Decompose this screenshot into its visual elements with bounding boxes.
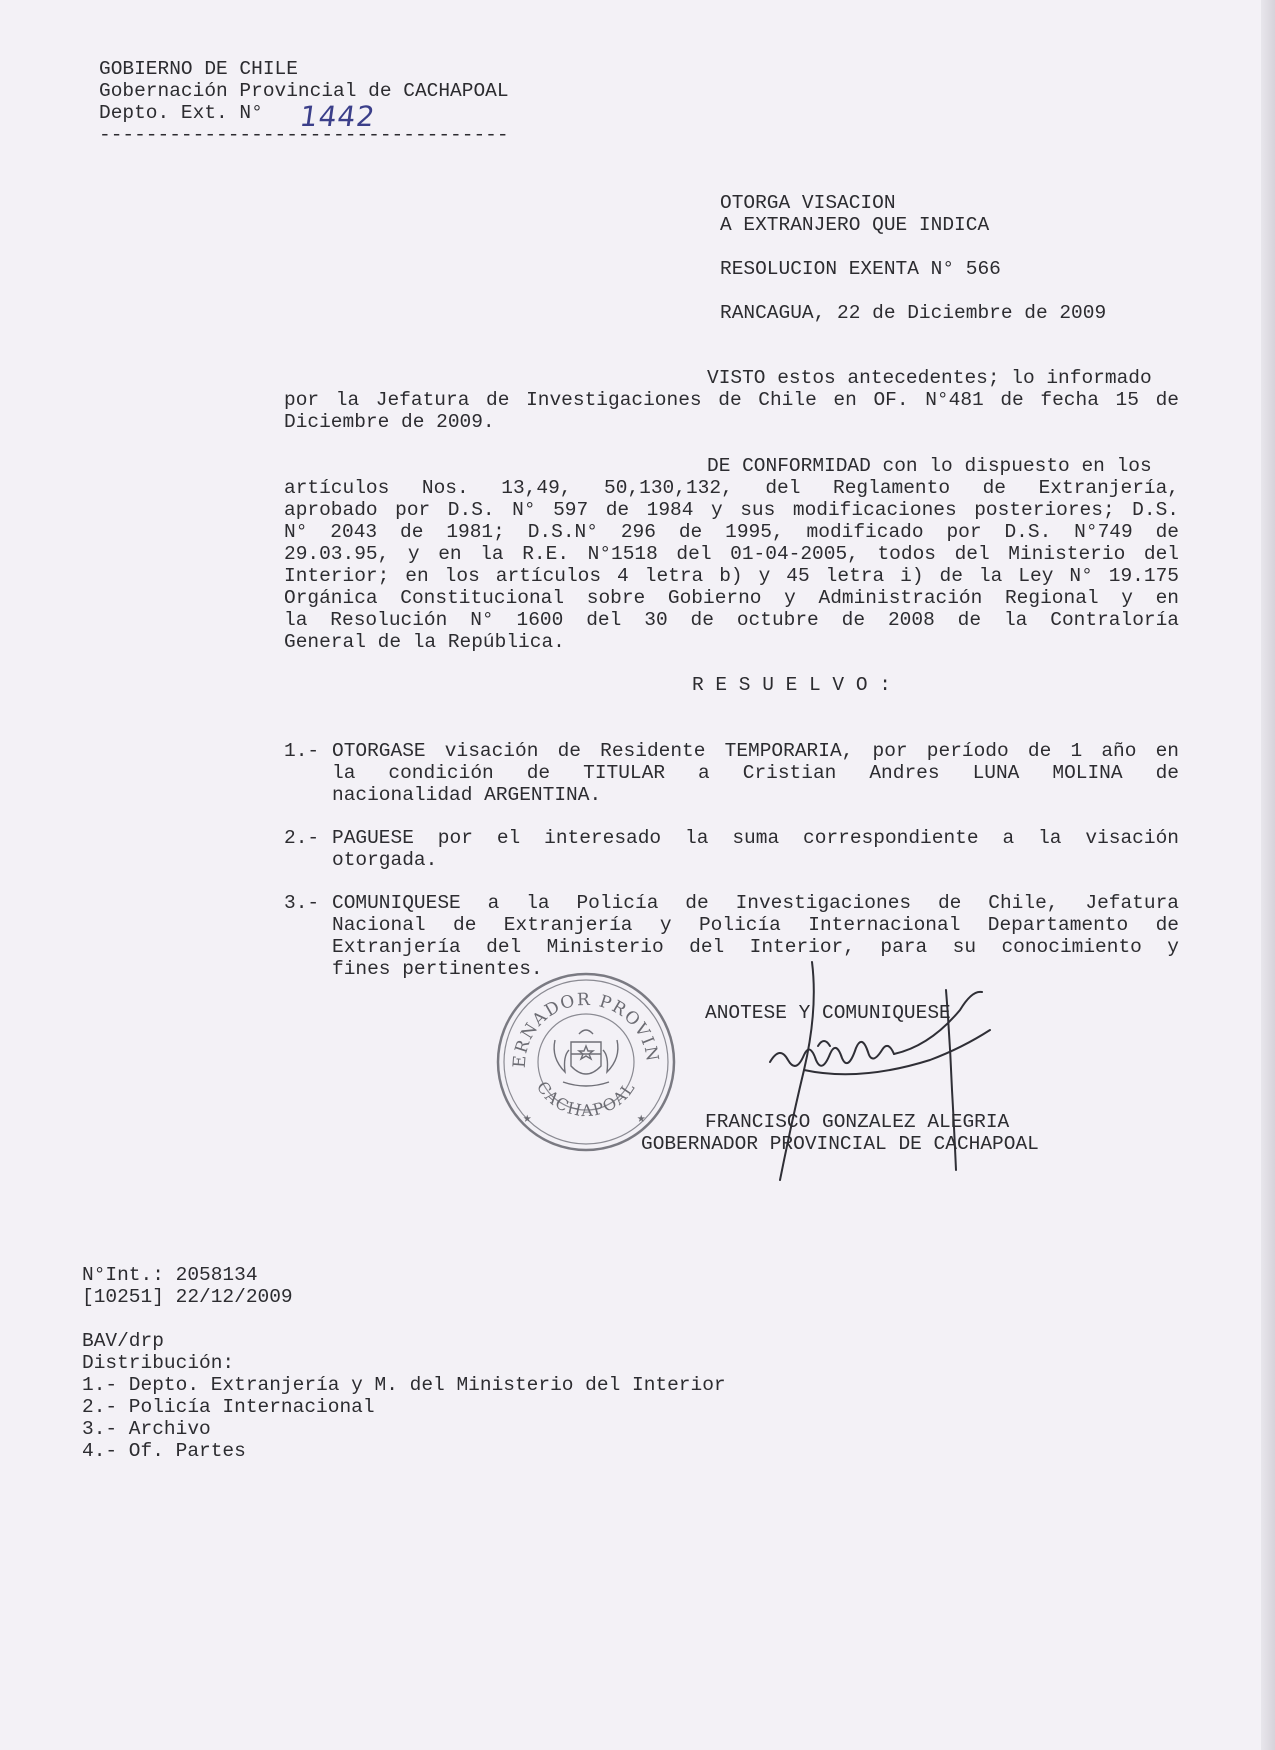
- official-seal: [493, 970, 679, 1154]
- svg-text:★: ★: [637, 1111, 646, 1127]
- conformidad-line-2: artículos Nos. 13,49, 50,130,132, del Reglamento de Extranjería,: [284, 477, 1179, 499]
- conformidad-line-1: DE CONFORMIDAD con lo dispuesto en los: [707, 455, 1152, 477]
- item-1-line-1: OTORGASE visación de Residente TEMPORARIA, por período de 1 año en: [332, 740, 1179, 762]
- header-divider: -----------------------------------: [99, 124, 509, 146]
- header-dept-label: Depto. Ext. N°: [99, 102, 263, 124]
- item-2-line-2: otorgada.: [332, 849, 438, 871]
- conformidad-line-6: Interior; en los artículos 4 letra b) y 45 letra i) de la Ley N° 19.175: [284, 565, 1179, 587]
- conformidad-line-8: la Resolución N° 1600 del 30 de octubre de 2008 de la Contraloría: [284, 609, 1179, 631]
- initials: BAV/drp: [82, 1330, 164, 1352]
- distribution-label: Distribución:: [82, 1352, 235, 1374]
- signer-name: FRANCISCO GONZALEZ ALEGRIA: [705, 1111, 1010, 1133]
- seal-bottom-text: CACHAPOAL: [532, 1077, 640, 1121]
- anotese-line: ANOTESE Y COMUNIQUESE: [705, 1002, 951, 1024]
- conformidad-line-3: aprobado por D.S. N° 597 de 1984 y sus modificaciones posteriores; D.S.: [284, 499, 1179, 521]
- seal-graphic: [493, 970, 679, 1154]
- distribution-item: 4.- Of. Partes: [82, 1440, 246, 1462]
- visto-line-1: VISTO estos antecedentes; lo informado: [707, 367, 1152, 389]
- header-governorate: Gobernación Provincial de CACHAPOAL: [99, 80, 509, 102]
- resuelvo-heading: R E S U E L V O :: [692, 674, 891, 696]
- conformidad-line-9: General de la República.: [284, 631, 565, 653]
- subject-line-2: A EXTRANJERO QUE INDICA: [720, 214, 990, 236]
- visto-line-2: por la Jefatura de Investigaciones de Chile en OF. N°481 de fecha 15 de: [284, 389, 1179, 411]
- signer-title: GOBERNADOR PROVINCIAL DE CACHAPOAL: [641, 1133, 1039, 1155]
- code-date: [10251] 22/12/2009: [82, 1286, 293, 1308]
- distribution-item: 1.- Depto. Extranjería y M. del Ministerio del Interior: [82, 1374, 726, 1396]
- item-3-line-3: Extranjería del Ministerio del Interior, para su conocimiento y: [332, 936, 1179, 958]
- internal-number: N°Int.: 2058134: [82, 1264, 258, 1286]
- svg-text:★: ★: [523, 1111, 532, 1127]
- page-edge-shadow: [1261, 0, 1275, 1750]
- item-3-line-1: COMUNIQUESE a la Policía de Investigaciones de Chile, Jefatura: [332, 892, 1179, 914]
- item-3-line-4: fines pertinentes.: [332, 958, 543, 980]
- conformidad-line-5: 29.03.95, y en la R.E. N°1518 del 01-04-2005, todos del Ministerio del: [284, 543, 1179, 565]
- visto-line-3: Diciembre de 2009.: [284, 411, 495, 433]
- coat-of-arms-icon: [554, 1030, 618, 1086]
- header-government: GOBIERNO DE CHILE: [99, 58, 298, 80]
- seal-top-text: ERNADOR PROVIN: [509, 989, 663, 1069]
- item-1-number: 1.-: [284, 740, 320, 762]
- place-date: RANCAGUA, 22 de Diciembre de 2009: [720, 302, 1107, 324]
- item-3-number: 3.-: [284, 892, 320, 914]
- item-2-line-1: PAGUESE por el interesado la suma correspondiente a la visación: [332, 827, 1179, 849]
- distribution-item: 3.- Archivo: [82, 1418, 211, 1440]
- distribution-item: 2.- Policía Internacional: [82, 1396, 375, 1418]
- svg-text:CACHAPOAL: [533, 1078, 639, 1120]
- conformidad-line-7: Orgánica Constitucional sobre Gobierno y Administración Regional y en: [284, 587, 1179, 609]
- conformidad-line-4: N° 2043 de 1981; D.S.N° 296 de 1995, modificado por D.S. N°749 de: [284, 521, 1179, 543]
- item-2-number: 2.-: [284, 827, 320, 849]
- resolution-number: RESOLUCION EXENTA N° 566: [720, 258, 1001, 280]
- item-1-line-3: nacionalidad ARGENTINA.: [332, 784, 602, 806]
- item-1-line-2: la condición de TITULAR a Cristian Andres LUNA MOLINA de: [332, 762, 1179, 784]
- item-3-line-2: Nacional de Extranjería y Policía Internacional Departamento de: [332, 914, 1179, 936]
- subject-line-1: OTORGA VISACION: [720, 192, 896, 214]
- handwritten-dept-number: 1442: [297, 100, 378, 133]
